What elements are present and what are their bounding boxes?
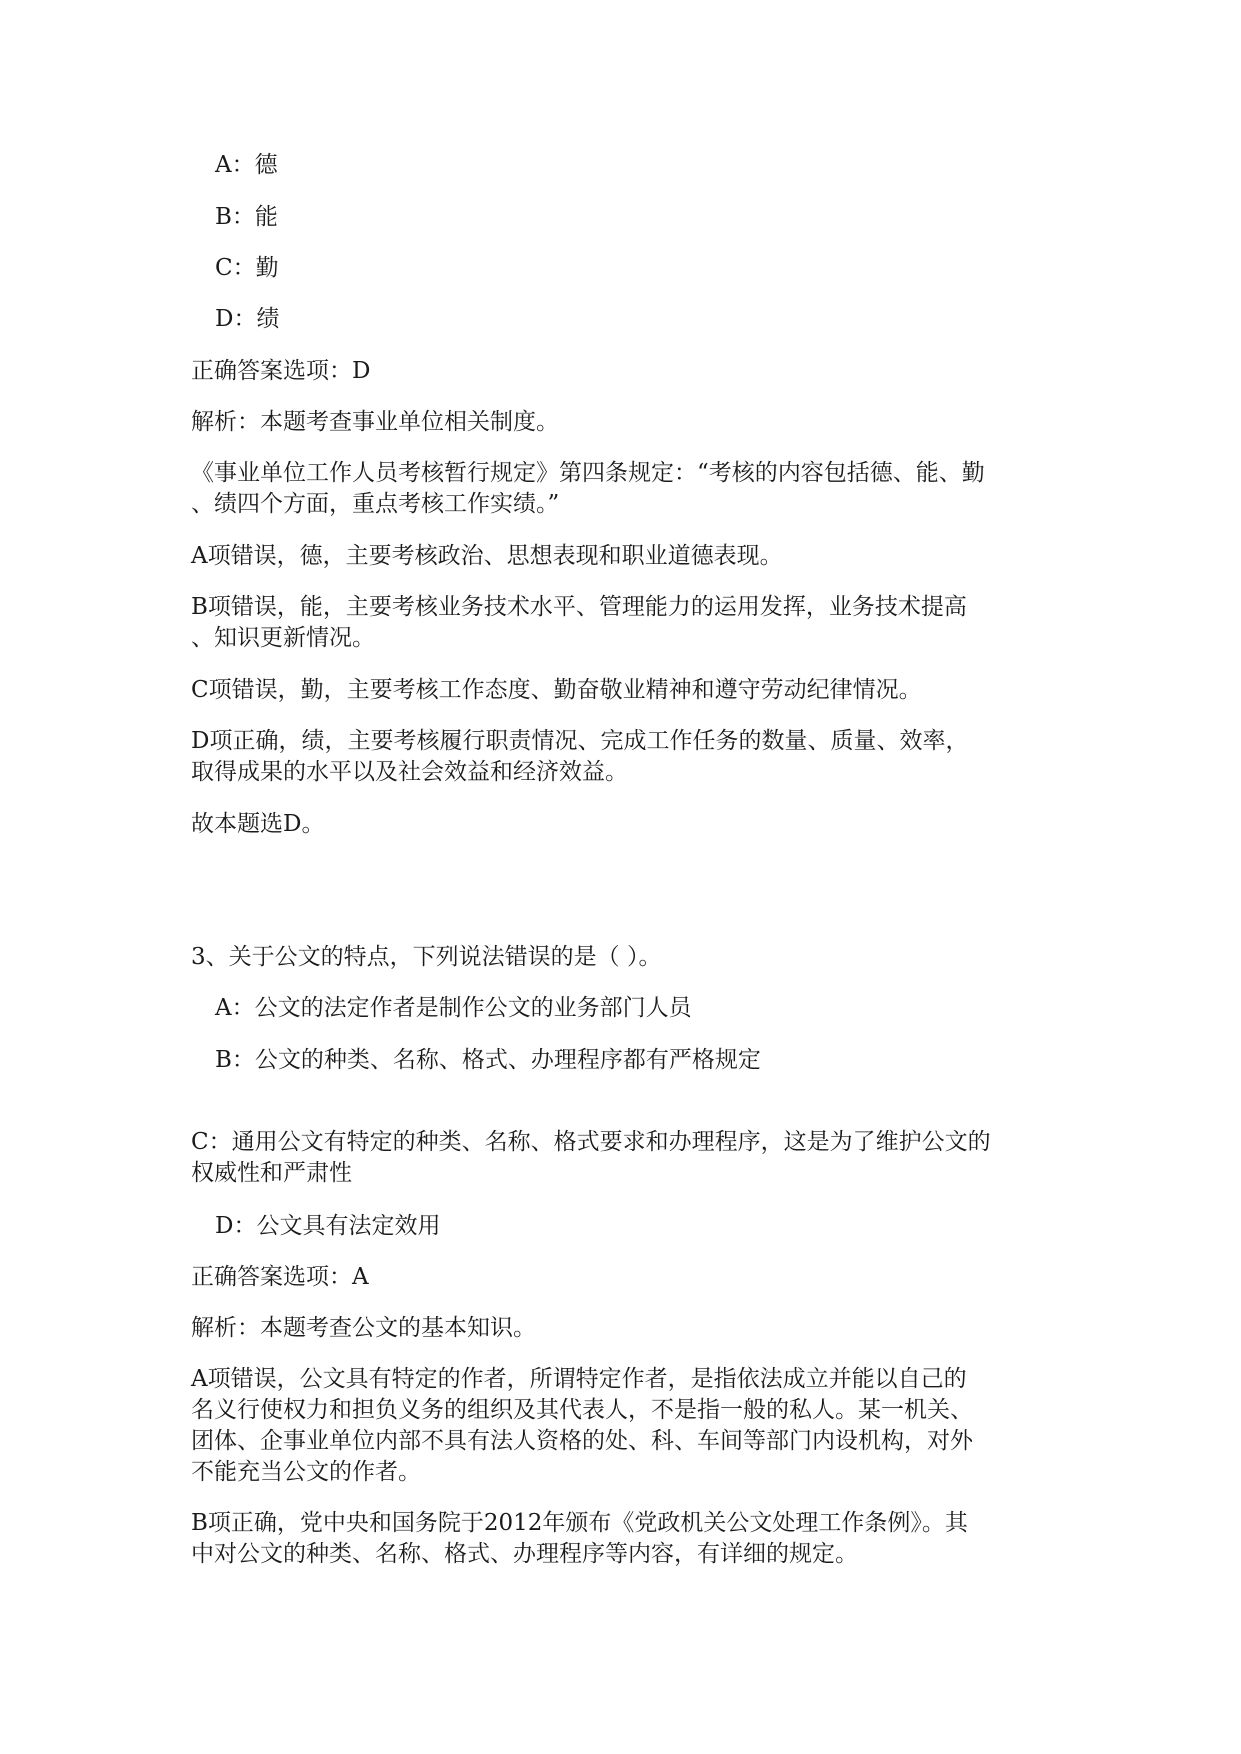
q3-analysis-b: B项正确，党中央和国务院于2012年颁布《党政机关公文处理工作条例》。其 中对公文的种类、名称、格式、办理程序等内容，有详细的规定。 bbox=[191, 1510, 968, 1567]
q2-option-a: A：德 bbox=[215, 152, 278, 178]
q2-option-c: C：勤 bbox=[215, 255, 279, 281]
q2-analysis-rule: 《事业单位工作人员考核暂行规定》第四条规定：“考核的内容包括德、能、勤 、绩四个方面，重点考核工作实绩。” bbox=[191, 460, 985, 517]
q2-conclusion: 故本题选D。 bbox=[191, 811, 325, 837]
q3-question: 3、关于公文的特点，下列说法错误的是（ ）。 bbox=[191, 944, 662, 970]
q3-option-b: B：公文的种类、名称、格式、办理程序都有严格规定 bbox=[215, 1047, 761, 1073]
q3-analysis-a: A项错误，公文具有特定的作者，所谓特定作者，是指依法成立并能以自己的 名义行使权力和担负义务的组织及其代表人，不是指一般的私人。某一机关、 团体、企事业单位内部不具有法人资格的处、科、车间等部门内设机构，对外 不能充当公文的作者。 bbox=[191, 1366, 973, 1485]
q2-option-d: D：绩 bbox=[215, 306, 280, 332]
q2-analysis-intro: 解析：本题考查事业单位相关制度。 bbox=[191, 409, 559, 435]
q3-option-c: C：通用公文有特定的种类、名称、格式要求和办理程序，这是为了维护公文的 权威性和严肃性 bbox=[191, 1129, 991, 1186]
q2-option-b: B：能 bbox=[215, 204, 278, 230]
q3-correct-answer: 正确答案选项：A bbox=[191, 1264, 369, 1290]
q2-correct-answer: 正确答案选项：D bbox=[191, 358, 371, 384]
q3-analysis-intro: 解析：本题考查公文的基本知识。 bbox=[191, 1315, 536, 1341]
q2-analysis-a: A项错误，德，主要考核政治、思想表现和职业道德表现。 bbox=[191, 543, 783, 569]
q3-option-a: A：公文的法定作者是制作公文的业务部门人员 bbox=[215, 995, 692, 1021]
q2-analysis-c: C项错误，勤，主要考核工作态度、勤奋敬业精神和遵守劳动纪律情况。 bbox=[191, 677, 922, 703]
q3-option-d: D：公文具有法定效用 bbox=[215, 1213, 441, 1239]
q2-analysis-b: B项错误，能，主要考核业务技术水平、管理能力的运用发挥，业务技术提高 、知识更新情况。 bbox=[191, 594, 967, 651]
q2-analysis-d: D项正确，绩，主要考核履行职责情况、完成工作任务的数量、质量、效率， 取得成果的水平以及社会效益和经济效益。 bbox=[191, 728, 969, 785]
